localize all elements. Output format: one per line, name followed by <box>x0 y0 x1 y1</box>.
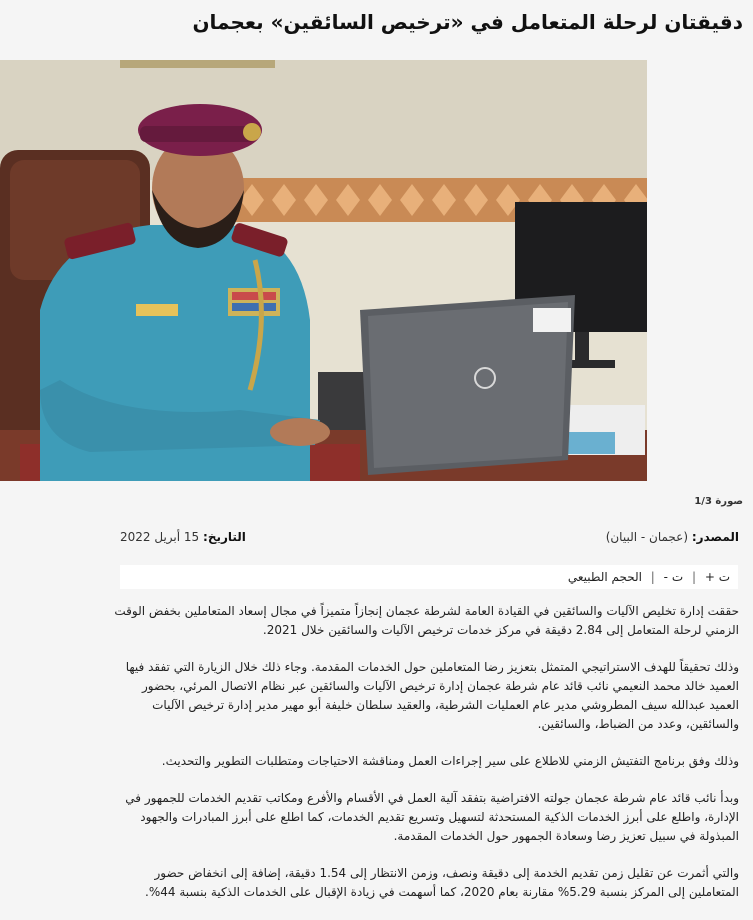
article-paragraph: وذلك وفق برنامج التفتيش الزمني للاطلاع على سير إجراءات العمل ومناقشة الاحتياجات ومتطلبات التطوير والتحديث. <box>161 754 739 768</box>
date-value: 15 أبريل 2022 <box>120 530 200 544</box>
source-value: (عجمان - البيان) <box>605 530 689 544</box>
source-label: المصدر: <box>691 530 739 544</box>
image-caption: صورة 1/3 <box>694 496 743 507</box>
date-label: التاريخ: <box>203 530 246 544</box>
article-source <box>606 530 739 544</box>
article-photo[interactable] <box>0 60 647 481</box>
font-controls-separator: | <box>691 570 696 584</box>
font-increase-button[interactable]: ت + <box>704 570 730 584</box>
article-meta <box>120 530 739 548</box>
font-size-controls <box>120 565 738 589</box>
article-paragraph: وبدأ نائب قائد عام شرطة عجمان جولته الافتراضية بتفقد آلية العمل في الأقسام والأفرع ومكاتب تقديم الخدمات للجمهور في الإدارة، واطلع على أبرز الخدمات الذكية المستحدثة لتسهيل وتسريع تقديم الخدمات، كما اطلع على أبرز المبادرات والجهود المبذولة في سبيل تعزيز رضا وسعادة الجمهور حول الخدمات المقدمة. <box>125 791 739 843</box>
article-paragraph: حققت إدارة تخليص الآليات والسائقين في القيادة العامة لشرطة عجمان إنجازاً متميزاً في مجال إسعاد المتعاملين بخفض الوقت الزمني لرحلة المتعامل إلى 2.84 دقيقة في مركز خدمات ترخيص الآليات والسائقين خلال 2021. <box>114 604 739 637</box>
article-paragraph: والتي أثمرت عن تقليل زمن تقديم الخدمة إلى دقيقة ونصف، وزمن الانتظار إلى 1.54 دقيقة، إضافة إلى انخفاض حضور المتعاملين إلى المركز بنسبة 5.29% مقارنة بعام 2020، كما أسهمت في زيادة الإقبال على الخدمات الذكية بنسبة 44%. <box>145 866 739 899</box>
article-body <box>114 602 739 920</box>
photo-illustration <box>0 60 647 481</box>
article-date <box>120 530 246 544</box>
article-paragraph: وذلك تحقيقاً للهدف الاستراتيجي المتمثل بتعزيز رضا المتعاملين حول الخدمات المقدمة. وجاء ذلك خلال الزيارة التي تفقد فيها العميد خالد محمد النعيمي نائب قائد عام شرطة عجمان إدارة ترخيص الآليات والسائقين عبر نظام الاتصال المرئي، بحضور العميد عبدالله سيف المطروشي مدير عام العمليات الشرطية، والعقيد سلطان خليفة أبو مهير مدير إدارة ترخيص الآليات والسائقين، وعدد من الضباط، والسائقين. <box>125 660 739 731</box>
font-controls-separator: | <box>650 570 655 584</box>
article-title: دقيقتان لرحلة المتعامل في «ترخيص السائقين» بعجمان <box>192 10 743 34</box>
font-reset-button[interactable]: الحجم الطبيعي <box>567 570 642 584</box>
font-decrease-button[interactable]: ت - <box>663 570 684 584</box>
